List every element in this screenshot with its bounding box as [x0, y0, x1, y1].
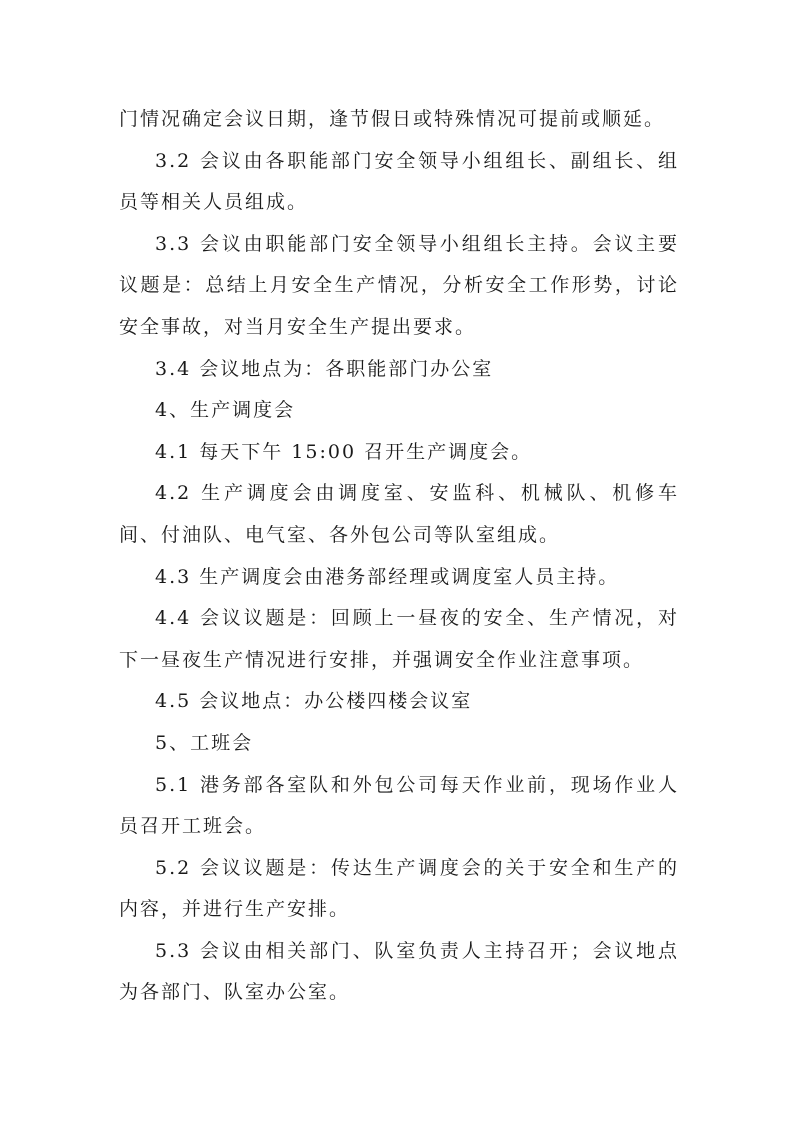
paragraph-4-5: 4.5 会议地点：办公楼四楼会议室 [155, 690, 473, 713]
paragraph-continuation: 门情况确定会议日期，逢节假日或特殊情况可提前或顺延。 [119, 108, 666, 130]
section-heading-4: 4、生产调度会 [155, 399, 296, 422]
paragraph-4-1: 4.1 每天下午 15:00 召开生产调度会。 [155, 440, 533, 463]
paragraph-4-3: 4.3 生产调度会由港务部经理或调度室人员主持。 [155, 565, 620, 588]
paragraph-5-2: 5.2 会议议题是：传达生产调度会的关于安全和生产的内容，并进行生产安排。 [119, 856, 679, 921]
paragraph-5-1: 5.1 港务部各室队和外包公司每天作业前，现场作业人员召开工班会。 [119, 773, 679, 838]
paragraph-5-3: 5.3 会议由相关部门、队室负责人主持召开；会议地点为各部门、队室办公室。 [119, 939, 679, 1004]
paragraph-4-2: 4.2 生产调度会由调度室、安监科、机械队、机修车间、付油队、电气室、各外包公司等队室组成。 [119, 482, 679, 546]
paragraph-4-4: 4.4 会议议题是：回顾上一昼夜的安全、生产情况，对下一昼夜生产情况进行安排，并强调安全作业注意事项。 [119, 607, 679, 671]
paragraph-3-4: 3.4 会议地点为：各职能部门办公室 [155, 357, 494, 380]
paragraph-3-3: 3.3 会议由职能部门安全领导小组组长主持。会议主要议题是：总结上月安全生产情况，分析安全工作形势，讨论安全事故，对当月安全生产提出要求。 [119, 232, 679, 338]
section-heading-5: 5、工班会 [155, 731, 254, 754]
paragraph-3-2: 3.2 会议由各职能部门安全领导小组组长、副组长、组员等相关人员组成。 [119, 149, 679, 214]
document-body [119, 99, 679, 1014]
